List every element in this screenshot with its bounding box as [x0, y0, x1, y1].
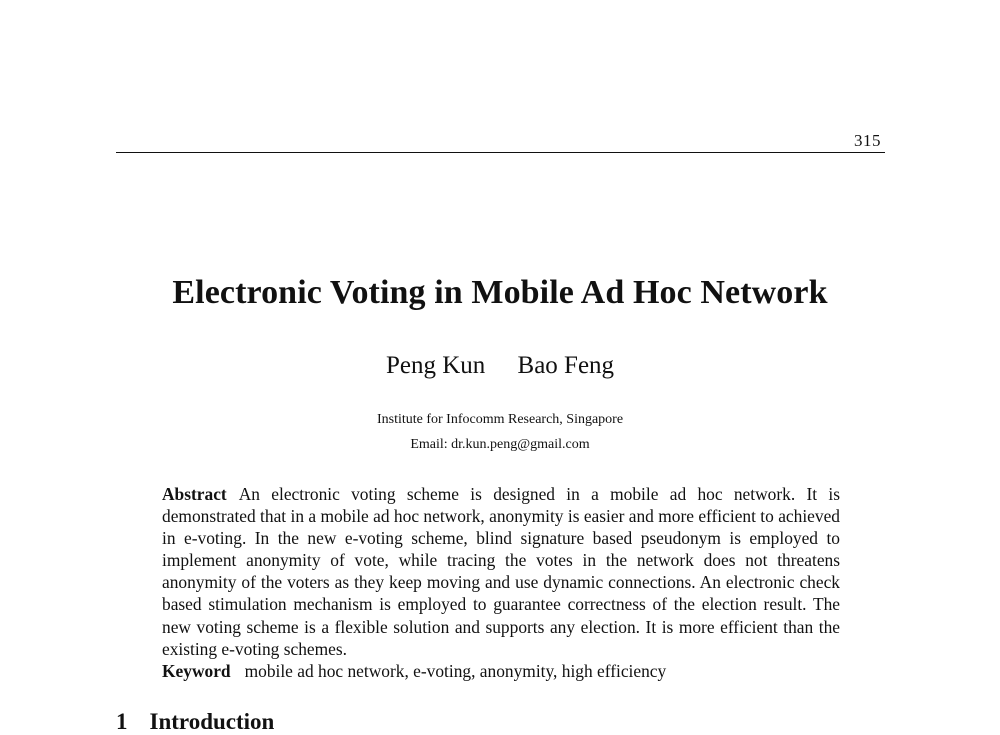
author-name: Bao Feng: [517, 352, 615, 379]
abstract-label: Abstract: [162, 484, 227, 504]
paper-title: Electronic Voting in Mobile Ad Hoc Network: [172, 274, 828, 311]
header-rule: [116, 152, 885, 153]
section-number: 1: [116, 709, 128, 734]
keywords-text: mobile ad hoc network, e-voting, anonymity, high efficiency: [244, 661, 667, 681]
abstract-text: An electronic voting scheme is designed in a mobile ad hoc network. It is demonstrated that in a mobile ad hoc network, anonymity is easier and more efficient to achieved in e-voting. In the new e-voting scheme, blind signature based pseudonym is employed to implement anonymity of vote, while tracing the votes in the network does not threatens anonymity of the voters as they keep moving and use dynamic connections. An electronic check based stimulation mechanism is employed to guarantee correctness of the election result. The new voting scheme is a flexible solution and supports any election. It is more efficient than the existing e-voting schemes.: [162, 484, 840, 659]
author-email: Email: dr.kun.peng@gmail.com: [410, 437, 590, 452]
keywords-block: [162, 660, 840, 682]
abstract-block: [162, 483, 840, 660]
author-list: [0, 352, 1000, 380]
author-name: Peng Kun: [385, 352, 486, 379]
page-number: 315: [854, 131, 881, 150]
keywords-label: Keyword: [162, 661, 231, 681]
section-title: Introduction: [149, 709, 275, 734]
author-affiliation: Institute for Infocomm Research, Singapore: [376, 412, 624, 427]
section-heading: [116, 709, 274, 735]
